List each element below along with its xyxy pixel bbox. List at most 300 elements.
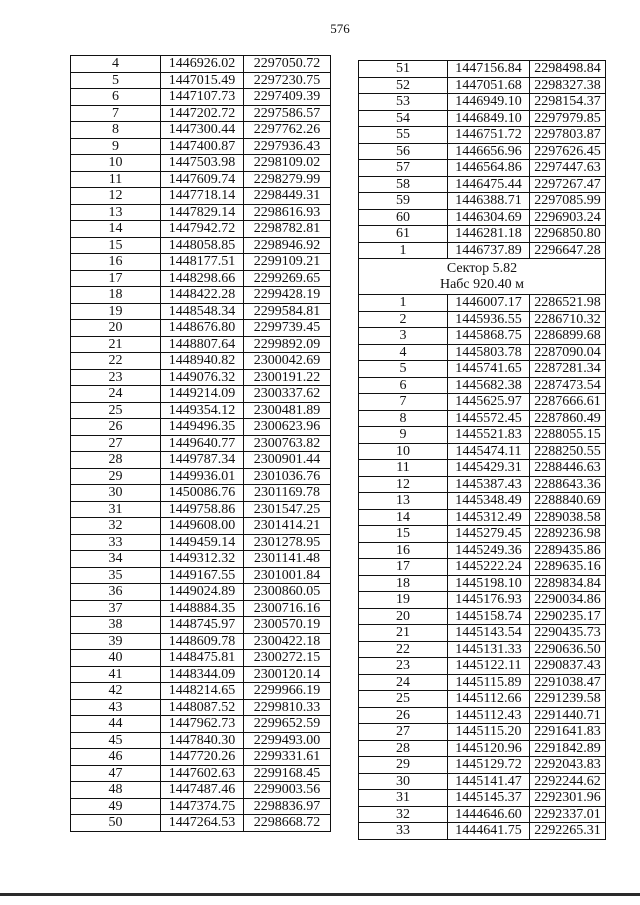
x-coordinate-cell: 1447503.98	[161, 155, 244, 172]
table-row	[71, 650, 331, 667]
y-coordinate-cell: 2292265.31	[530, 823, 606, 840]
point-number-cell: 23	[71, 369, 161, 386]
x-coordinate-cell: 1445521.83	[448, 427, 530, 444]
x-coordinate-cell: 1448475.81	[161, 650, 244, 667]
point-number-cell: 5	[71, 72, 161, 89]
x-coordinate-cell: 1445572.45	[448, 410, 530, 427]
table-row	[71, 534, 331, 551]
point-number-cell: 35	[71, 567, 161, 584]
point-number-cell: 18	[359, 575, 448, 592]
y-coordinate-cell: 2298946.92	[244, 237, 331, 254]
point-number-cell: 32	[359, 806, 448, 823]
point-number-cell: 1	[359, 295, 448, 312]
point-number-cell: 5	[359, 361, 448, 378]
y-coordinate-cell: 2290636.50	[530, 641, 606, 658]
y-coordinate-cell: 2291641.83	[530, 724, 606, 741]
y-coordinate-cell: 2287666.61	[530, 394, 606, 411]
x-coordinate-cell: 1449354.12	[161, 402, 244, 419]
point-number-cell: 19	[71, 303, 161, 320]
x-coordinate-cell: 1448676.80	[161, 320, 244, 337]
y-coordinate-cell: 2300763.82	[244, 435, 331, 452]
y-coordinate-cell: 2297803.87	[530, 127, 606, 144]
table-row	[71, 485, 331, 502]
y-coordinate-cell: 2299966.19	[244, 683, 331, 700]
table-row	[71, 815, 331, 832]
table-row	[359, 209, 606, 226]
x-coordinate-cell: 1445112.66	[448, 691, 530, 708]
x-coordinate-cell: 1447264.53	[161, 815, 244, 832]
table-row	[359, 394, 606, 411]
table-row	[359, 328, 606, 345]
x-coordinate-cell: 1445176.93	[448, 592, 530, 609]
y-coordinate-cell: 2301169.78	[244, 485, 331, 502]
point-number-cell: 51	[359, 61, 448, 78]
y-coordinate-cell: 2288643.36	[530, 476, 606, 493]
table-row	[71, 716, 331, 733]
table-row	[71, 303, 331, 320]
table-row	[359, 674, 606, 691]
point-number-cell: 61	[359, 226, 448, 243]
x-coordinate-cell: 1445348.49	[448, 493, 530, 510]
point-number-cell: 31	[359, 790, 448, 807]
point-number-cell: 12	[71, 188, 161, 205]
point-number-cell: 28	[71, 452, 161, 469]
table-row	[71, 551, 331, 568]
x-coordinate-cell: 1445131.33	[448, 641, 530, 658]
y-coordinate-cell: 2288055.15	[530, 427, 606, 444]
table-row	[359, 94, 606, 111]
y-coordinate-cell: 2299109.21	[244, 254, 331, 271]
x-coordinate-cell: 1447840.30	[161, 732, 244, 749]
x-coordinate-cell: 1447202.72	[161, 105, 244, 122]
x-coordinate-cell: 1449496.35	[161, 419, 244, 436]
y-coordinate-cell: 2297626.45	[530, 143, 606, 160]
table-row	[71, 287, 331, 304]
point-number-cell: 7	[359, 394, 448, 411]
sector-height: Набс 920.40 м	[439, 277, 525, 292]
y-coordinate-cell: 2297936.43	[244, 138, 331, 155]
table-row	[71, 468, 331, 485]
table-row	[71, 105, 331, 122]
table-row	[359, 691, 606, 708]
table-row	[71, 320, 331, 337]
y-coordinate-cell: 2298154.37	[530, 94, 606, 111]
table-row	[71, 782, 331, 799]
x-coordinate-cell: 1448177.51	[161, 254, 244, 271]
point-number-cell: 7	[71, 105, 161, 122]
point-number-cell: 20	[71, 320, 161, 337]
table-row	[359, 242, 606, 259]
table-row	[359, 806, 606, 823]
x-coordinate-cell: 1446656.96	[448, 143, 530, 160]
y-coordinate-cell: 2299810.33	[244, 699, 331, 716]
y-coordinate-cell: 2287860.49	[530, 410, 606, 427]
table-row	[71, 56, 331, 73]
y-coordinate-cell: 2289435.86	[530, 542, 606, 559]
x-coordinate-cell: 1448344.09	[161, 666, 244, 683]
y-coordinate-cell: 2298327.38	[530, 77, 606, 94]
x-coordinate-cell: 1446926.02	[161, 56, 244, 73]
table-row	[359, 592, 606, 609]
point-number-cell: 60	[359, 209, 448, 226]
point-number-cell: 4	[359, 344, 448, 361]
y-coordinate-cell: 2291239.58	[530, 691, 606, 708]
y-coordinate-cell: 2287281.34	[530, 361, 606, 378]
point-number-cell: 38	[71, 617, 161, 634]
x-coordinate-cell: 1448807.64	[161, 336, 244, 353]
point-number-cell: 19	[359, 592, 448, 609]
x-coordinate-cell: 1447400.87	[161, 138, 244, 155]
table-row	[71, 204, 331, 221]
table-row	[359, 757, 606, 774]
y-coordinate-cell: 2298782.81	[244, 221, 331, 238]
table-row	[71, 221, 331, 238]
x-coordinate-cell: 1449936.01	[161, 468, 244, 485]
point-number-cell: 33	[359, 823, 448, 840]
table-row	[71, 138, 331, 155]
y-coordinate-cell: 2297050.72	[244, 56, 331, 73]
y-coordinate-cell: 2290235.17	[530, 608, 606, 625]
x-coordinate-cell: 1445143.54	[448, 625, 530, 642]
table-row	[71, 171, 331, 188]
x-coordinate-cell: 1446737.89	[448, 242, 530, 259]
x-coordinate-cell: 1448609.78	[161, 633, 244, 650]
point-number-cell: 34	[71, 551, 161, 568]
point-number-cell: 26	[71, 419, 161, 436]
x-coordinate-cell: 1445741.65	[448, 361, 530, 378]
x-coordinate-cell: 1445249.36	[448, 542, 530, 559]
x-coordinate-cell: 1445141.47	[448, 773, 530, 790]
point-number-cell: 49	[71, 798, 161, 815]
x-coordinate-cell: 1444646.60	[448, 806, 530, 823]
table-row	[359, 311, 606, 328]
table-row	[71, 270, 331, 287]
y-coordinate-cell: 2301001.84	[244, 567, 331, 584]
x-coordinate-cell: 1446304.69	[448, 209, 530, 226]
table-row	[359, 608, 606, 625]
x-coordinate-cell: 1445474.11	[448, 443, 530, 460]
x-coordinate-cell: 1445279.45	[448, 526, 530, 543]
table-row	[71, 699, 331, 716]
table-row	[359, 377, 606, 394]
table-row	[359, 773, 606, 790]
table-row	[359, 176, 606, 193]
table-row	[71, 72, 331, 89]
y-coordinate-cell: 2297586.57	[244, 105, 331, 122]
coordinates-table-right	[358, 60, 606, 840]
point-number-cell: 50	[71, 815, 161, 832]
table-row	[359, 193, 606, 210]
table-row	[359, 707, 606, 724]
x-coordinate-cell: 1449640.77	[161, 435, 244, 452]
table-row	[359, 575, 606, 592]
point-number-cell: 3	[359, 328, 448, 345]
table-row	[359, 443, 606, 460]
y-coordinate-cell: 2297267.47	[530, 176, 606, 193]
point-number-cell: 13	[71, 204, 161, 221]
point-number-cell: 21	[359, 625, 448, 642]
table-row	[71, 237, 331, 254]
table-row	[359, 658, 606, 675]
y-coordinate-cell: 2286521.98	[530, 295, 606, 312]
sector-title: Сектор 5.82	[446, 261, 518, 276]
table-row	[71, 749, 331, 766]
table-row	[71, 617, 331, 634]
y-coordinate-cell: 2297085.99	[530, 193, 606, 210]
x-coordinate-cell: 1445868.75	[448, 328, 530, 345]
table-row	[71, 386, 331, 403]
sector-header-row	[359, 259, 606, 295]
x-coordinate-cell: 1448884.35	[161, 600, 244, 617]
point-number-cell: 54	[359, 110, 448, 127]
table-row	[359, 410, 606, 427]
point-number-cell: 10	[71, 155, 161, 172]
point-number-cell: 55	[359, 127, 448, 144]
x-coordinate-cell: 1445145.37	[448, 790, 530, 807]
table-row	[359, 143, 606, 160]
table-row	[359, 77, 606, 94]
point-number-cell: 33	[71, 534, 161, 551]
point-number-cell: 43	[71, 699, 161, 716]
x-coordinate-cell: 1448422.28	[161, 287, 244, 304]
table-row	[359, 641, 606, 658]
point-number-cell: 30	[71, 485, 161, 502]
x-coordinate-cell: 1449459.14	[161, 534, 244, 551]
x-coordinate-cell: 1447374.75	[161, 798, 244, 815]
x-coordinate-cell: 1445115.89	[448, 674, 530, 691]
table-row	[71, 188, 331, 205]
table-row	[71, 765, 331, 782]
x-coordinate-cell: 1447487.46	[161, 782, 244, 799]
y-coordinate-cell: 2287473.54	[530, 377, 606, 394]
point-number-cell: 22	[359, 641, 448, 658]
y-coordinate-cell: 2286899.68	[530, 328, 606, 345]
y-coordinate-cell: 2300570.19	[244, 617, 331, 634]
sector-header-cell	[359, 259, 606, 295]
y-coordinate-cell: 2299652.59	[244, 716, 331, 733]
x-coordinate-cell: 1447300.44	[161, 122, 244, 139]
x-coordinate-cell: 1450086.76	[161, 485, 244, 502]
point-number-cell: 15	[71, 237, 161, 254]
table-row	[71, 336, 331, 353]
x-coordinate-cell: 1448298.66	[161, 270, 244, 287]
y-coordinate-cell: 2292244.62	[530, 773, 606, 790]
y-coordinate-cell: 2297762.26	[244, 122, 331, 139]
point-number-cell: 32	[71, 518, 161, 535]
y-coordinate-cell: 2299584.81	[244, 303, 331, 320]
table-row	[359, 790, 606, 807]
y-coordinate-cell: 2301141.48	[244, 551, 331, 568]
table-row	[359, 61, 606, 78]
x-coordinate-cell: 1445682.38	[448, 377, 530, 394]
sector-header-section	[359, 259, 606, 295]
table-row	[359, 295, 606, 312]
point-number-cell: 27	[71, 435, 161, 452]
y-coordinate-cell: 2300337.62	[244, 386, 331, 403]
x-coordinate-cell: 1448940.82	[161, 353, 244, 370]
point-number-cell: 25	[359, 691, 448, 708]
y-coordinate-cell: 2299003.56	[244, 782, 331, 799]
x-coordinate-cell: 1445112.43	[448, 707, 530, 724]
x-coordinate-cell: 1445387.43	[448, 476, 530, 493]
point-number-cell: 37	[71, 600, 161, 617]
x-coordinate-cell: 1447156.84	[448, 61, 530, 78]
point-number-cell: 14	[359, 509, 448, 526]
x-coordinate-cell: 1449312.32	[161, 551, 244, 568]
coordinates-table-left	[70, 55, 331, 832]
y-coordinate-cell: 2297447.63	[530, 160, 606, 177]
y-coordinate-cell: 2300481.89	[244, 402, 331, 419]
x-coordinate-cell: 1445115.20	[448, 724, 530, 741]
x-coordinate-cell: 1447942.72	[161, 221, 244, 238]
table-row	[71, 518, 331, 535]
point-number-cell: 57	[359, 160, 448, 177]
table-row	[359, 493, 606, 510]
x-coordinate-cell: 1447015.49	[161, 72, 244, 89]
y-coordinate-cell: 2290435.73	[530, 625, 606, 642]
point-number-cell: 29	[71, 468, 161, 485]
point-number-cell: 48	[71, 782, 161, 799]
table-row	[71, 600, 331, 617]
y-coordinate-cell: 2300901.44	[244, 452, 331, 469]
x-coordinate-cell: 1449167.55	[161, 567, 244, 584]
x-coordinate-cell: 1445312.49	[448, 509, 530, 526]
point-number-cell: 18	[71, 287, 161, 304]
y-coordinate-cell: 2298279.99	[244, 171, 331, 188]
point-number-cell: 17	[359, 559, 448, 576]
table-row	[359, 740, 606, 757]
y-coordinate-cell: 2298498.84	[530, 61, 606, 78]
x-coordinate-cell: 1449608.00	[161, 518, 244, 535]
table-row	[71, 732, 331, 749]
table-row	[359, 625, 606, 642]
page-number: 576	[330, 21, 350, 36]
y-coordinate-cell: 2289038.58	[530, 509, 606, 526]
y-coordinate-cell: 2300272.15	[244, 650, 331, 667]
table-row	[71, 89, 331, 106]
y-coordinate-cell: 2299269.65	[244, 270, 331, 287]
y-coordinate-cell: 2288446.63	[530, 460, 606, 477]
point-number-cell: 2	[359, 311, 448, 328]
coordinates-table-left-body	[71, 56, 331, 832]
x-coordinate-cell: 1446475.44	[448, 176, 530, 193]
point-number-cell: 47	[71, 765, 161, 782]
y-coordinate-cell: 2299493.00	[244, 732, 331, 749]
y-coordinate-cell: 2286710.32	[530, 311, 606, 328]
table-row	[359, 476, 606, 493]
table-row	[359, 361, 606, 378]
point-number-cell: 20	[359, 608, 448, 625]
x-coordinate-cell: 1445129.72	[448, 757, 530, 774]
scan-edge-line	[0, 893, 640, 896]
x-coordinate-cell: 1445936.55	[448, 311, 530, 328]
y-coordinate-cell: 2299168.45	[244, 765, 331, 782]
y-coordinate-cell: 2300422.18	[244, 633, 331, 650]
table-row	[359, 823, 606, 840]
table-row	[71, 683, 331, 700]
x-coordinate-cell: 1447829.14	[161, 204, 244, 221]
y-coordinate-cell: 2288250.55	[530, 443, 606, 460]
table-row	[359, 127, 606, 144]
y-coordinate-cell: 2296903.24	[530, 209, 606, 226]
y-coordinate-cell: 2289236.98	[530, 526, 606, 543]
x-coordinate-cell: 1448214.65	[161, 683, 244, 700]
point-number-cell: 6	[71, 89, 161, 106]
x-coordinate-cell: 1445429.31	[448, 460, 530, 477]
table-row	[71, 435, 331, 452]
table-row	[71, 501, 331, 518]
point-number-cell: 26	[359, 707, 448, 724]
x-coordinate-cell: 1449214.09	[161, 386, 244, 403]
point-number-cell: 25	[71, 402, 161, 419]
y-coordinate-cell: 2292043.83	[530, 757, 606, 774]
point-number-cell: 52	[359, 77, 448, 94]
table-row	[71, 666, 331, 683]
x-coordinate-cell: 1447107.73	[161, 89, 244, 106]
y-coordinate-cell: 2291038.47	[530, 674, 606, 691]
x-coordinate-cell: 1446949.10	[448, 94, 530, 111]
x-coordinate-cell: 1449787.34	[161, 452, 244, 469]
x-coordinate-cell: 1446849.10	[448, 110, 530, 127]
coordinates-table-right-top-body	[359, 61, 606, 259]
y-coordinate-cell: 2289834.84	[530, 575, 606, 592]
point-number-cell: 45	[71, 732, 161, 749]
x-coordinate-cell: 1448745.97	[161, 617, 244, 634]
table-row	[71, 798, 331, 815]
table-row	[71, 633, 331, 650]
point-number-cell: 15	[359, 526, 448, 543]
table-row	[71, 419, 331, 436]
point-number-cell: 44	[71, 716, 161, 733]
x-coordinate-cell: 1446007.17	[448, 295, 530, 312]
y-coordinate-cell: 2301036.76	[244, 468, 331, 485]
table-row	[71, 369, 331, 386]
table-row	[359, 724, 606, 741]
y-coordinate-cell: 2300042.69	[244, 353, 331, 370]
point-number-cell: 9	[71, 138, 161, 155]
x-coordinate-cell: 1447602.63	[161, 765, 244, 782]
table-row	[71, 122, 331, 139]
point-number-cell: 23	[359, 658, 448, 675]
table-row	[71, 402, 331, 419]
table-row	[359, 460, 606, 477]
point-number-cell: 40	[71, 650, 161, 667]
table-row	[71, 353, 331, 370]
y-coordinate-cell: 2296850.80	[530, 226, 606, 243]
table-row	[71, 155, 331, 172]
table-row	[359, 344, 606, 361]
point-number-cell: 41	[71, 666, 161, 683]
point-number-cell: 24	[71, 386, 161, 403]
y-coordinate-cell: 2291842.89	[530, 740, 606, 757]
y-coordinate-cell: 2298836.97	[244, 798, 331, 815]
x-coordinate-cell: 1449024.89	[161, 584, 244, 601]
point-number-cell: 14	[71, 221, 161, 238]
y-coordinate-cell: 2297409.39	[244, 89, 331, 106]
y-coordinate-cell: 2300860.05	[244, 584, 331, 601]
x-coordinate-cell: 1446751.72	[448, 127, 530, 144]
y-coordinate-cell: 2301547.25	[244, 501, 331, 518]
point-number-cell: 27	[359, 724, 448, 741]
y-coordinate-cell: 2292301.96	[530, 790, 606, 807]
y-coordinate-cell: 2300623.96	[244, 419, 331, 436]
y-coordinate-cell: 2287090.04	[530, 344, 606, 361]
x-coordinate-cell: 1449076.32	[161, 369, 244, 386]
point-number-cell: 39	[71, 633, 161, 650]
point-number-cell: 56	[359, 143, 448, 160]
point-number-cell: 8	[359, 410, 448, 427]
point-number-cell: 9	[359, 427, 448, 444]
